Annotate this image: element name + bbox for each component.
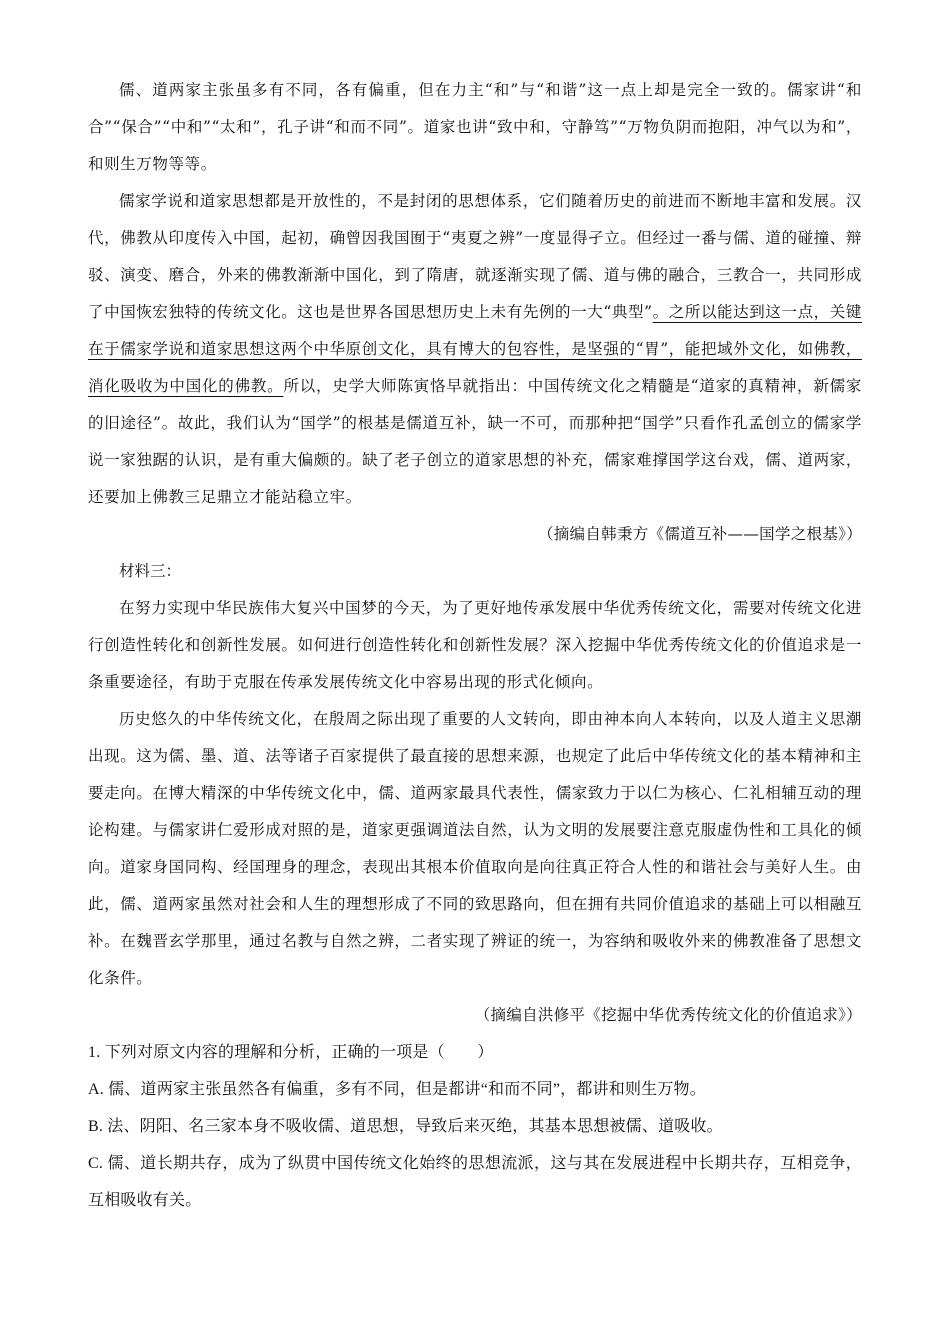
- material3-label: 材料三：: [119, 562, 182, 580]
- material2-source: （摘编自韩秉方《儒道互补——国学之根基》）: [537, 525, 862, 543]
- question-1-option-c: C. 儒、道长期共存，成为了纵贯中国传统文化始终的思想流派，这与其在发展进程中长期共存，互相竞争，互相吸收有关。: [88, 1155, 862, 1209]
- document-page: [88, 72, 862, 1219]
- material3-paragraph-2: 历史悠久的中华传统文化，在殷周之际出现了重要的人文转向，即由神本向人本转向，以及人道主义思潮出现。这为儒、墨、道、法等诸子百家提供了最直接的思想来源，也规定了此后中华传统文化的基本精神和主要走向。在博大精深的中华传统文化中，儒、道两家最具代表性，儒家致力于以仁为核心、仁礼相辅互动的理论构建。与儒家讲仁爱形成对照的是，道家更强调道法自然，认为文明的发展要注意克服虚伪性和工具化的倾向。道家身国同构、经国理身的理念，表现出其根本价值取向是向往真正符合人性的和谐社会与美好人生。由此，儒、道两家虽然对社会和人生的理想形成了不同的致思路向，但在拥有共同价值追求的基础上可以相融互补。在魏晋玄学那里，通过名教与自然之辨，二者实现了辨证的统一，为容纳和吸收外来的佛教准备了思想文化条件。: [88, 710, 862, 987]
- underlined-sentence: 。之所以能达到这一点，关键在于儒家学说和道家思想这两个中华原创文化，具有博大的包容性，是坚强的“胃”，能把域外文化，如佛教，消化吸收为中国化的佛教。: [88, 303, 862, 395]
- question-1-option-b: B. 法、阴阳、名三家本身不吸收儒、道思想，导致后来灭绝，其基本思想被儒、道吸收。: [88, 1118, 723, 1135]
- material2-paragraph-2-start: 儒家学说和道家思想都是开放性的，不是封闭的思想体系，它们随着历史的前进而不断地丰富和发展。汉代，佛教从印度传入中国，起初，确曾因我国囿于“夷夏之辨”一度显得孑立。但经过一番与儒、道的碰撞、辩驳、演变、磨合，外来的佛教渐渐中国化，到了隋唐，就逐渐实现了儒、道与佛的融合，三教合一，共同形成了中国恢宏独特的传统文化。这也是世界各国思想历史上未有先例的一大“典型”: [88, 192, 862, 321]
- material3-source: （摘编自洪修平《挖掘中华优秀传统文化的价值追求》）: [474, 1006, 862, 1024]
- material2-paragraph-1: 儒、道两家主张虽多有不同，各有偏重，但在力主“和”与“和谐”这一点上却是完全一致的。儒家讲“和合”“保合”“中和”“太和”，孔子讲“和而不同”。道家也讲“致中和，守静笃”“万物负阴而抱阳，冲气以为和”，和则生万物等等。: [88, 81, 862, 173]
- question-1-option-a: A. 儒、道两家主张虽然各有偏重，多有不同，但是都讲“和而不同”，都讲和则生万物。: [88, 1081, 706, 1098]
- material2-paragraph-2: [88, 183, 862, 516]
- question-1-stem: 1. 下列对原文内容的理解和分析，正确的一项是（ ）: [88, 1044, 494, 1061]
- material3-paragraph-1: 在努力实现中华民族伟大复兴中国梦的今天，为了更好地传承发展中华优秀传统文化，需要对传统文化进行创造性转化和创新性发展。如何进行创造性转化和创新性发展？深入挖掘中华优秀传统文化的价值追求是一条重要途径，有助于克服在传承发展传统文化中容易出现的形式化倾向。: [88, 599, 862, 691]
- material2-paragraph-2-end: 所以，史学大师陈寅恪早就指出：中国传统文化之精髓是“道家的真精神，新儒家的旧途径”。故此，我们认为“国学”的根基是儒道互补，缺一不可，而那种把“国学”只看作孔孟创立的儒家学说一家独踞的认识，是有重大偏颇的。缺了老子创立的道家思想的补充，儒家难撑国学这台戏，儒、道两家，还要加上佛教三足鼎立才能站稳立牢。: [88, 377, 863, 506]
